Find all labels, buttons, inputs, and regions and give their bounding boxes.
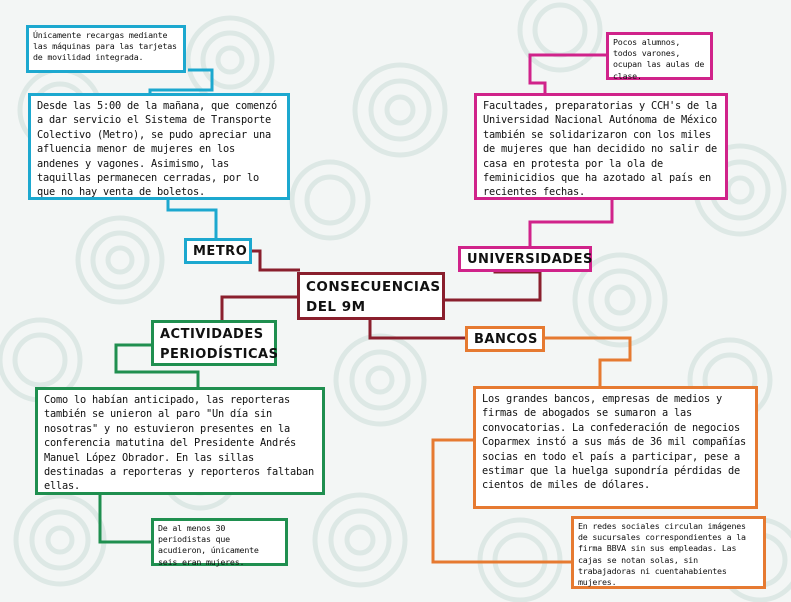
universidades-detail-text: Facultades, preparatorias y CCH's de la Universidad Nacional Autónoma de México también se solidarizaron con los miles de mujeres que han decidido no salir de casa en protesta por la ola de feminicidios que ha azotado al país en recientes fechas. — [483, 100, 717, 199]
connector-center-bancos — [370, 318, 465, 338]
bancos-detail-text: Los grandes bancos, empresas de medios y firmas de abogados se sumaron a las convocatorias. La confederación de negocios Coparmex instó a sus más de 36 mil compañías socias en todo el país a participar, pese a estimar que la huelga supondría pérdidas de cientos de miles de dólares. — [482, 393, 746, 492]
universidades-topic — [458, 246, 592, 272]
bancos-note-box — [571, 516, 766, 589]
metro-detail-box — [28, 93, 290, 200]
bancos-topic — [465, 326, 545, 352]
bancos-topic-label: BANCOS — [474, 332, 538, 347]
actividades-topic — [151, 320, 277, 366]
universidades-note-box — [606, 32, 713, 80]
connector-bancos-detail — [545, 338, 630, 387]
actividades-topic-label: ACTIVIDADES PERIODÍSTICAS — [160, 327, 279, 362]
actividades-detail-text: Como lo habían anticipado, las reporteras también se unieron al paro "Un día sin nosotras" y no estuvieron presentes en la conferencia matutina del Presidente Andrés Manuel López Obrador. En las sillas destinadas a reporteras y reporteros faltaban ellas. — [44, 394, 314, 493]
connector-center-metro — [252, 251, 300, 270]
bancos-note-text: En redes sociales circulan imágenes de sucursales correspondientes a la firma BBVA sin sus empleadas. Las cajas se notan solas, sin trabajadoras ni cuentahabientes mujeres. — [578, 521, 746, 588]
metro-topic-label: METRO — [193, 244, 248, 259]
connector-universidades-note — [530, 55, 607, 95]
connector-metro-detail — [168, 199, 216, 240]
metro-note-box — [26, 25, 186, 73]
actividades-detail-box — [35, 387, 325, 495]
metro-detail-text: Desde las 5:00 de la mañana, que comenzó a dar servicio el Sistema de Transporte Colectivo (Metro), se pudo apreciar una afluencia menor de mujeres en los andenes y vagones. Asimismo, las taquillas permanecen cerradas, por lo que no hay venta de boletos. — [37, 100, 277, 199]
universidades-detail-box — [474, 93, 728, 200]
universidades-topic-label: UNIVERSIDADES — [467, 252, 593, 267]
actividades-note-box — [151, 518, 288, 566]
center-topic — [297, 272, 445, 320]
connector-metro-note — [150, 70, 212, 95]
center-topic-title: CONSECUENCIAS DEL 9M — [306, 279, 441, 315]
bancos-detail-box — [473, 386, 758, 509]
metro-topic — [184, 238, 252, 264]
connector-actividades-note — [100, 495, 152, 542]
metro-note-text: Únicamente recargas mediante las máquinas para las tarjetas de movilidad integrada. — [33, 30, 177, 63]
connector-center-actividades — [222, 297, 300, 320]
universidades-note-text: Pocos alumnos, todos varones, ocupan las aulas de clase. — [613, 37, 705, 81]
connector-universidades-detail — [530, 198, 612, 248]
actividades-note-text: De al menos 30 periodistas que acudieron, únicamente seis eran mujeres. — [158, 523, 259, 567]
